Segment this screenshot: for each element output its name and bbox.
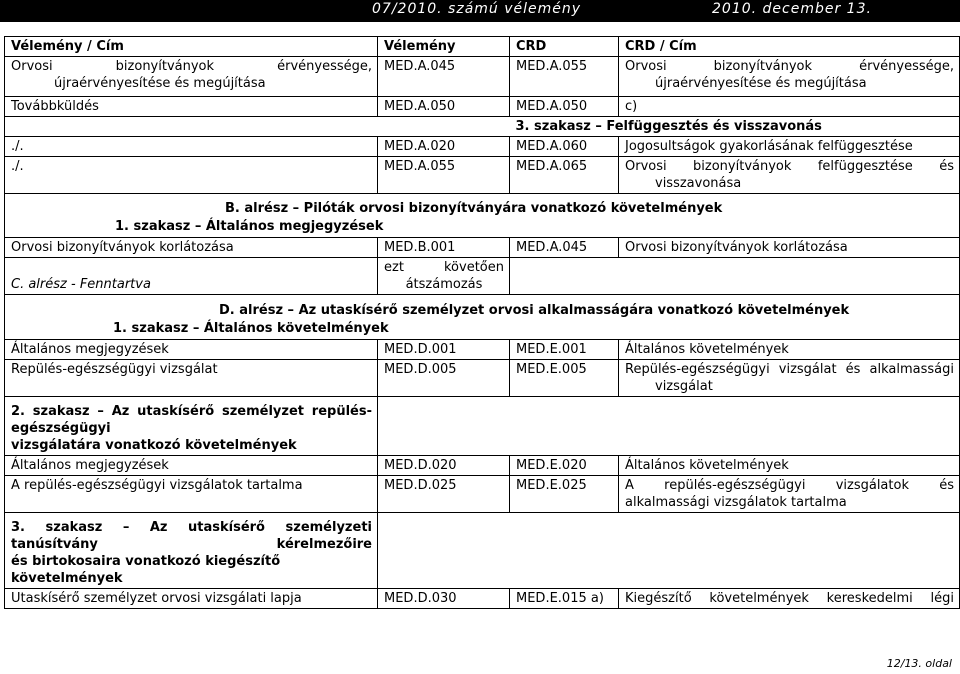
- cell-title: Általános megjegyzések: [5, 340, 378, 360]
- col-header-opinion-title: Vélemény / Cím: [5, 37, 378, 57]
- cell-crd: MED.A.055: [510, 57, 619, 97]
- table-row: [5, 258, 960, 295]
- header-doc-number: 07/2010. számú vélemény: [372, 1, 582, 17]
- section-row: 3. szakasz – Az utaskísérő személyzeti tanúsítvány kérelmezőire és birtokosaira vonatkozó kiegészítő követelmények: [5, 513, 960, 589]
- cell-opinion: MED.D.001: [378, 340, 510, 360]
- cell-title: ./.: [5, 157, 378, 194]
- section-heading-3b: 3. szakasz – Az utaskísérő személyzeti tanúsítvány kérelmezőire: [11, 520, 372, 552]
- cell-crd: MED.A.065: [510, 157, 619, 194]
- cell-title: Utaskísérő személyzet orvosi vizsgálati lapja: [5, 589, 378, 609]
- comparison-table: [4, 36, 960, 609]
- subpart-heading-b: B. alrész – Pilóták orvosi bizonyítványára vonatkozó követelmények: [225, 201, 723, 216]
- cell-crd: MED.E.015 a): [510, 589, 619, 609]
- cell-crd-title: Orvosi bizonyítványok érvényessége, újraérvényesítése és megújítása: [619, 57, 960, 97]
- section-heading-general-req: 1. szakasz – Általános követelmények: [113, 321, 389, 336]
- cell-crd: MED.E.001: [510, 340, 619, 360]
- subpart-heading-d: D. alrész – Az utaskísérő személyzet orvosi alkalmasságára vonatkozó követelmények: [219, 303, 850, 318]
- cell-crd-title: Jogosultságok gyakorlásának felfüggesztése: [619, 137, 960, 157]
- cell-title: A repülés-egészségügyi vizsgálatok tartalma: [5, 476, 378, 513]
- subpart-reserved-c: C. alrész - Fenntartva: [11, 277, 151, 292]
- header-bar: [0, 0, 960, 22]
- cell-crd-title: Orvosi bizonyítványok korlátozása: [619, 238, 960, 258]
- table-row: [5, 456, 960, 476]
- cell-title: Orvosi bizonyítványok érvényessége, újraérvényesítése és megújítása: [5, 57, 378, 97]
- cell-crd: MED.E.025: [510, 476, 619, 513]
- cell-crd-title: Általános követelmények: [619, 456, 960, 476]
- table-row: [5, 238, 960, 258]
- cell-opinion: MED.D.020: [378, 456, 510, 476]
- cell-opinion: MED.D.030: [378, 589, 510, 609]
- cell-crd-title: Orvosi bizonyítványok felfüggesztése és visszavonása: [619, 157, 960, 194]
- table-row: [5, 137, 960, 157]
- col-header-crd-title: CRD / Cím: [619, 37, 960, 57]
- cell-title: ./.: [5, 137, 378, 157]
- cell-crd-title: c): [619, 97, 960, 117]
- section-row: 2. szakasz – Az utaskísérő személyzet repülés-egészségügyi vizsgálatára vonatkozó követelmények: [5, 397, 960, 456]
- cell-opinion: MED.A.020: [378, 137, 510, 157]
- section-heading-general: 1. szakasz – Általános megjegyzések: [115, 219, 384, 234]
- col-header-opinion: Vélemény: [378, 37, 510, 57]
- table-row: [5, 57, 960, 97]
- cell-crd-title: Általános követelmények: [619, 340, 960, 360]
- cell-opinion: MED.B.001: [378, 238, 510, 258]
- header-date: 2010. december 13.: [712, 1, 872, 17]
- section-row: [5, 194, 960, 238]
- section-heading: 3. szakasz – Felfüggesztés és visszavonás: [510, 117, 960, 137]
- table-row: [5, 157, 960, 194]
- cell-crd: MED.A.045: [510, 238, 619, 258]
- table-row: [5, 340, 960, 360]
- cell-opinion: MED.D.005: [378, 360, 510, 397]
- table-row: [5, 360, 960, 397]
- cell-title: Repülés-egészségügyi vizsgálat: [5, 360, 378, 397]
- cell-opinion: MED.A.050: [378, 97, 510, 117]
- section-row: [5, 117, 960, 137]
- cell-title: Általános megjegyzések: [5, 456, 378, 476]
- table-header-row: [5, 37, 960, 57]
- cell-opinion: MED.D.025: [378, 476, 510, 513]
- table-row: [5, 476, 960, 513]
- cell-crd-title: Kiegészítő követelmények kereskedelmi légi: [619, 589, 960, 609]
- cell-crd-title: A repülés-egészségügyi vizsgálatok és alkalmassági vizsgálatok tartalma: [619, 476, 960, 513]
- cell-title: Orvosi bizonyítványok korlátozása: [5, 238, 378, 258]
- section-heading-2: 2. szakasz – Az utaskísérő személyzet repülés-egészségügyi: [11, 404, 372, 436]
- cell-crd: MED.E.020: [510, 456, 619, 476]
- page-number: 12/13. oldal: [886, 657, 952, 670]
- cell-crd: MED.A.050: [510, 97, 619, 117]
- cell-opinion: ezt követően átszámozás: [378, 258, 510, 295]
- cell-opinion: MED.A.045: [378, 57, 510, 97]
- cell-title: Továbbküldés: [5, 97, 378, 117]
- cell-crd-title: Repülés-egészségügyi vizsgálat és alkalmassági vizsgálat: [619, 360, 960, 397]
- cell-crd: MED.E.005: [510, 360, 619, 397]
- table-row: [5, 97, 960, 117]
- table-row: [5, 589, 960, 609]
- section-row: [5, 295, 960, 340]
- col-header-crd: CRD: [510, 37, 619, 57]
- cell-opinion: MED.A.055: [378, 157, 510, 194]
- cell-crd: MED.A.060: [510, 137, 619, 157]
